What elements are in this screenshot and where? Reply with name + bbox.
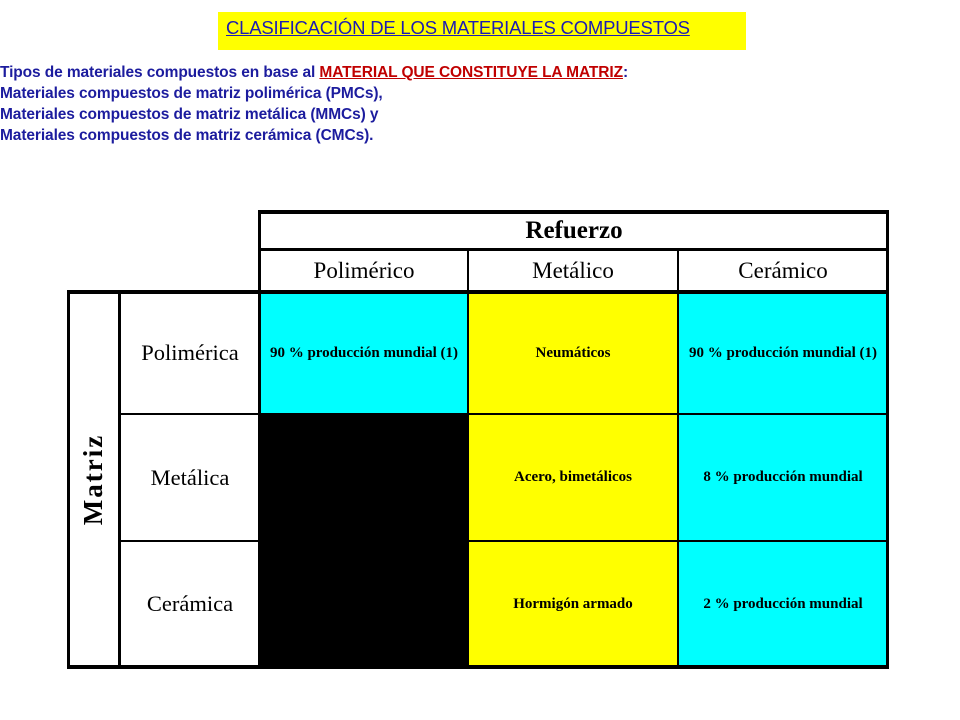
cell-polimerica-polimerico: 90 % producción mundial (1) [260, 292, 468, 414]
grid-line [118, 290, 121, 669]
column-header-metalico: Metálico [532, 258, 614, 283]
row-label-metalica: Metálica [150, 464, 230, 490]
grid-line [118, 413, 888, 415]
title-banner [218, 12, 746, 50]
grid-line [258, 290, 261, 669]
intro-line-3: Materiales compuestos de matriz metálica (MMCs) y [0, 106, 379, 123]
reinforcement-header: Refuerzo [525, 217, 623, 244]
grid-line [67, 290, 889, 294]
page-title: CLASIFICACIÓN DE LOS MATERIALES COMPUESTOS [226, 17, 690, 38]
column-header-polimerico: Polimérico [313, 258, 415, 283]
intro-line-1 [0, 62, 880, 83]
grid-line [67, 290, 70, 669]
grid-line [677, 249, 679, 292]
cell-ceramica-ceramico: 2 % producción mundial [678, 541, 888, 667]
column-header-ceramico: Cerámico [738, 258, 828, 283]
row-label-polimerica: Polimérica [141, 340, 239, 365]
cell-polimerica-ceramico: 90 % producción mundial (1) [678, 292, 888, 414]
matrix-header [68, 292, 120, 667]
grid-line [118, 540, 888, 542]
intro-line-1-suffix: : [622, 64, 629, 81]
grid-line [67, 665, 889, 669]
intro-line-1-prefix: Tipos de materiales compuestos en base al [0, 64, 320, 81]
grid-line [258, 210, 261, 292]
cell-ceramica-metalico: Hormigón armado [468, 541, 678, 667]
matrix-header-label: Matriz [78, 433, 109, 526]
matrix-material-highlight: MATERIAL QUE CONSTITUYE LA MATRIZ [319, 64, 623, 81]
grid-line [677, 290, 679, 669]
intro-line-2: Materiales compuestos de matriz polimérica (PMCs), [0, 85, 383, 102]
grid-line [258, 248, 888, 251]
row-label-ceramica: Cerámica [146, 591, 234, 616]
intro-text [0, 62, 880, 146]
cell-polimerica-metalico: Neumáticos [468, 292, 678, 414]
grid-line [886, 210, 889, 669]
cell-metalica-ceramico: 8 % producción mundial [678, 414, 888, 541]
cell-metalica-metalico: Acero, bimetálicos [468, 414, 678, 541]
grid-line [258, 210, 888, 214]
grid-line [467, 249, 469, 292]
intro-line-4: Materiales compuestos de matriz cerámica (CMCs). [0, 127, 374, 144]
grid-line [467, 290, 469, 669]
